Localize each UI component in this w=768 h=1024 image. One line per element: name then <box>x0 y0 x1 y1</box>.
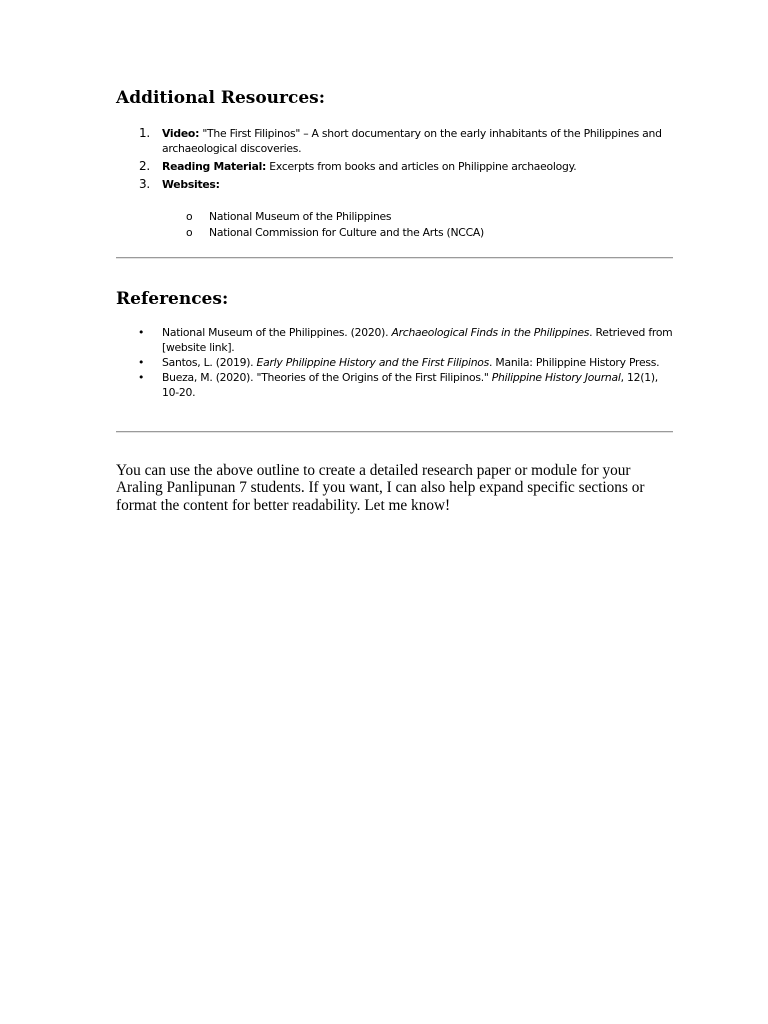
reference-text: Bueza, M. (2020). "Theories of the Origins of the First Filipinos." <box>162 371 492 384</box>
additional-resources-heading: Additional Resources: <box>116 88 326 108</box>
references-list <box>116 325 674 400</box>
bullet: • <box>138 326 145 339</box>
reference-title: Early Philippine History and the First Filipinos <box>256 356 490 369</box>
reference-text: . Manila: Philippine History Press. <box>489 356 660 369</box>
resource-text: Excerpts from books and articles on Philippine archaeology. <box>266 160 577 173</box>
list-item <box>116 325 674 355</box>
resource-label: Video: <box>162 127 200 140</box>
website-name: National Museum of the Philippines <box>209 210 392 223</box>
reference-text: National Museum of the Philippines. (2020). <box>162 326 392 339</box>
resource-label: Reading Material: <box>162 160 267 173</box>
bullet: • <box>138 371 145 384</box>
reference-text: Santos, L. (2019). <box>162 356 257 369</box>
reference-title: Philippine History Journal <box>491 371 621 384</box>
horizontal-divider <box>116 431 673 433</box>
bullet: • <box>138 356 145 369</box>
list-item <box>116 126 674 156</box>
closing-paragraph: You can use the above outline to create a detailed research paper or module for your Araling Panlipunan 7 students. If you want, I can also help expand specific sections or format the content for better readability. Let me know! <box>116 462 645 514</box>
list-item <box>116 225 484 241</box>
list-marker: o <box>186 225 193 239</box>
list-item <box>116 177 674 192</box>
website-name: National Commission for Culture and the Arts (NCCA) <box>209 225 484 239</box>
reference-title: Archaeological Finds in the Philippines <box>391 326 590 339</box>
horizontal-divider <box>116 257 673 259</box>
resource-label: Websites: <box>162 178 220 191</box>
list-item <box>116 370 674 400</box>
websites-list <box>116 209 484 240</box>
list-number: 2. <box>139 159 150 173</box>
list-number: 1. <box>139 126 150 140</box>
resources-list <box>116 126 674 195</box>
list-item <box>116 355 674 370</box>
reference-text: , 12(1), 10-20. <box>162 371 658 399</box>
list-item <box>116 159 674 174</box>
resource-text: "The First Filipinos" – A short documentary on the early inhabitants of the Philippines and archaeological discoveries. <box>162 127 662 155</box>
list-marker: o <box>186 210 193 223</box>
list-item <box>116 209 484 225</box>
list-number: 3. <box>139 177 150 191</box>
references-heading: References: <box>116 289 229 309</box>
reference-text: . Retrieved from [website link]. <box>162 326 673 354</box>
